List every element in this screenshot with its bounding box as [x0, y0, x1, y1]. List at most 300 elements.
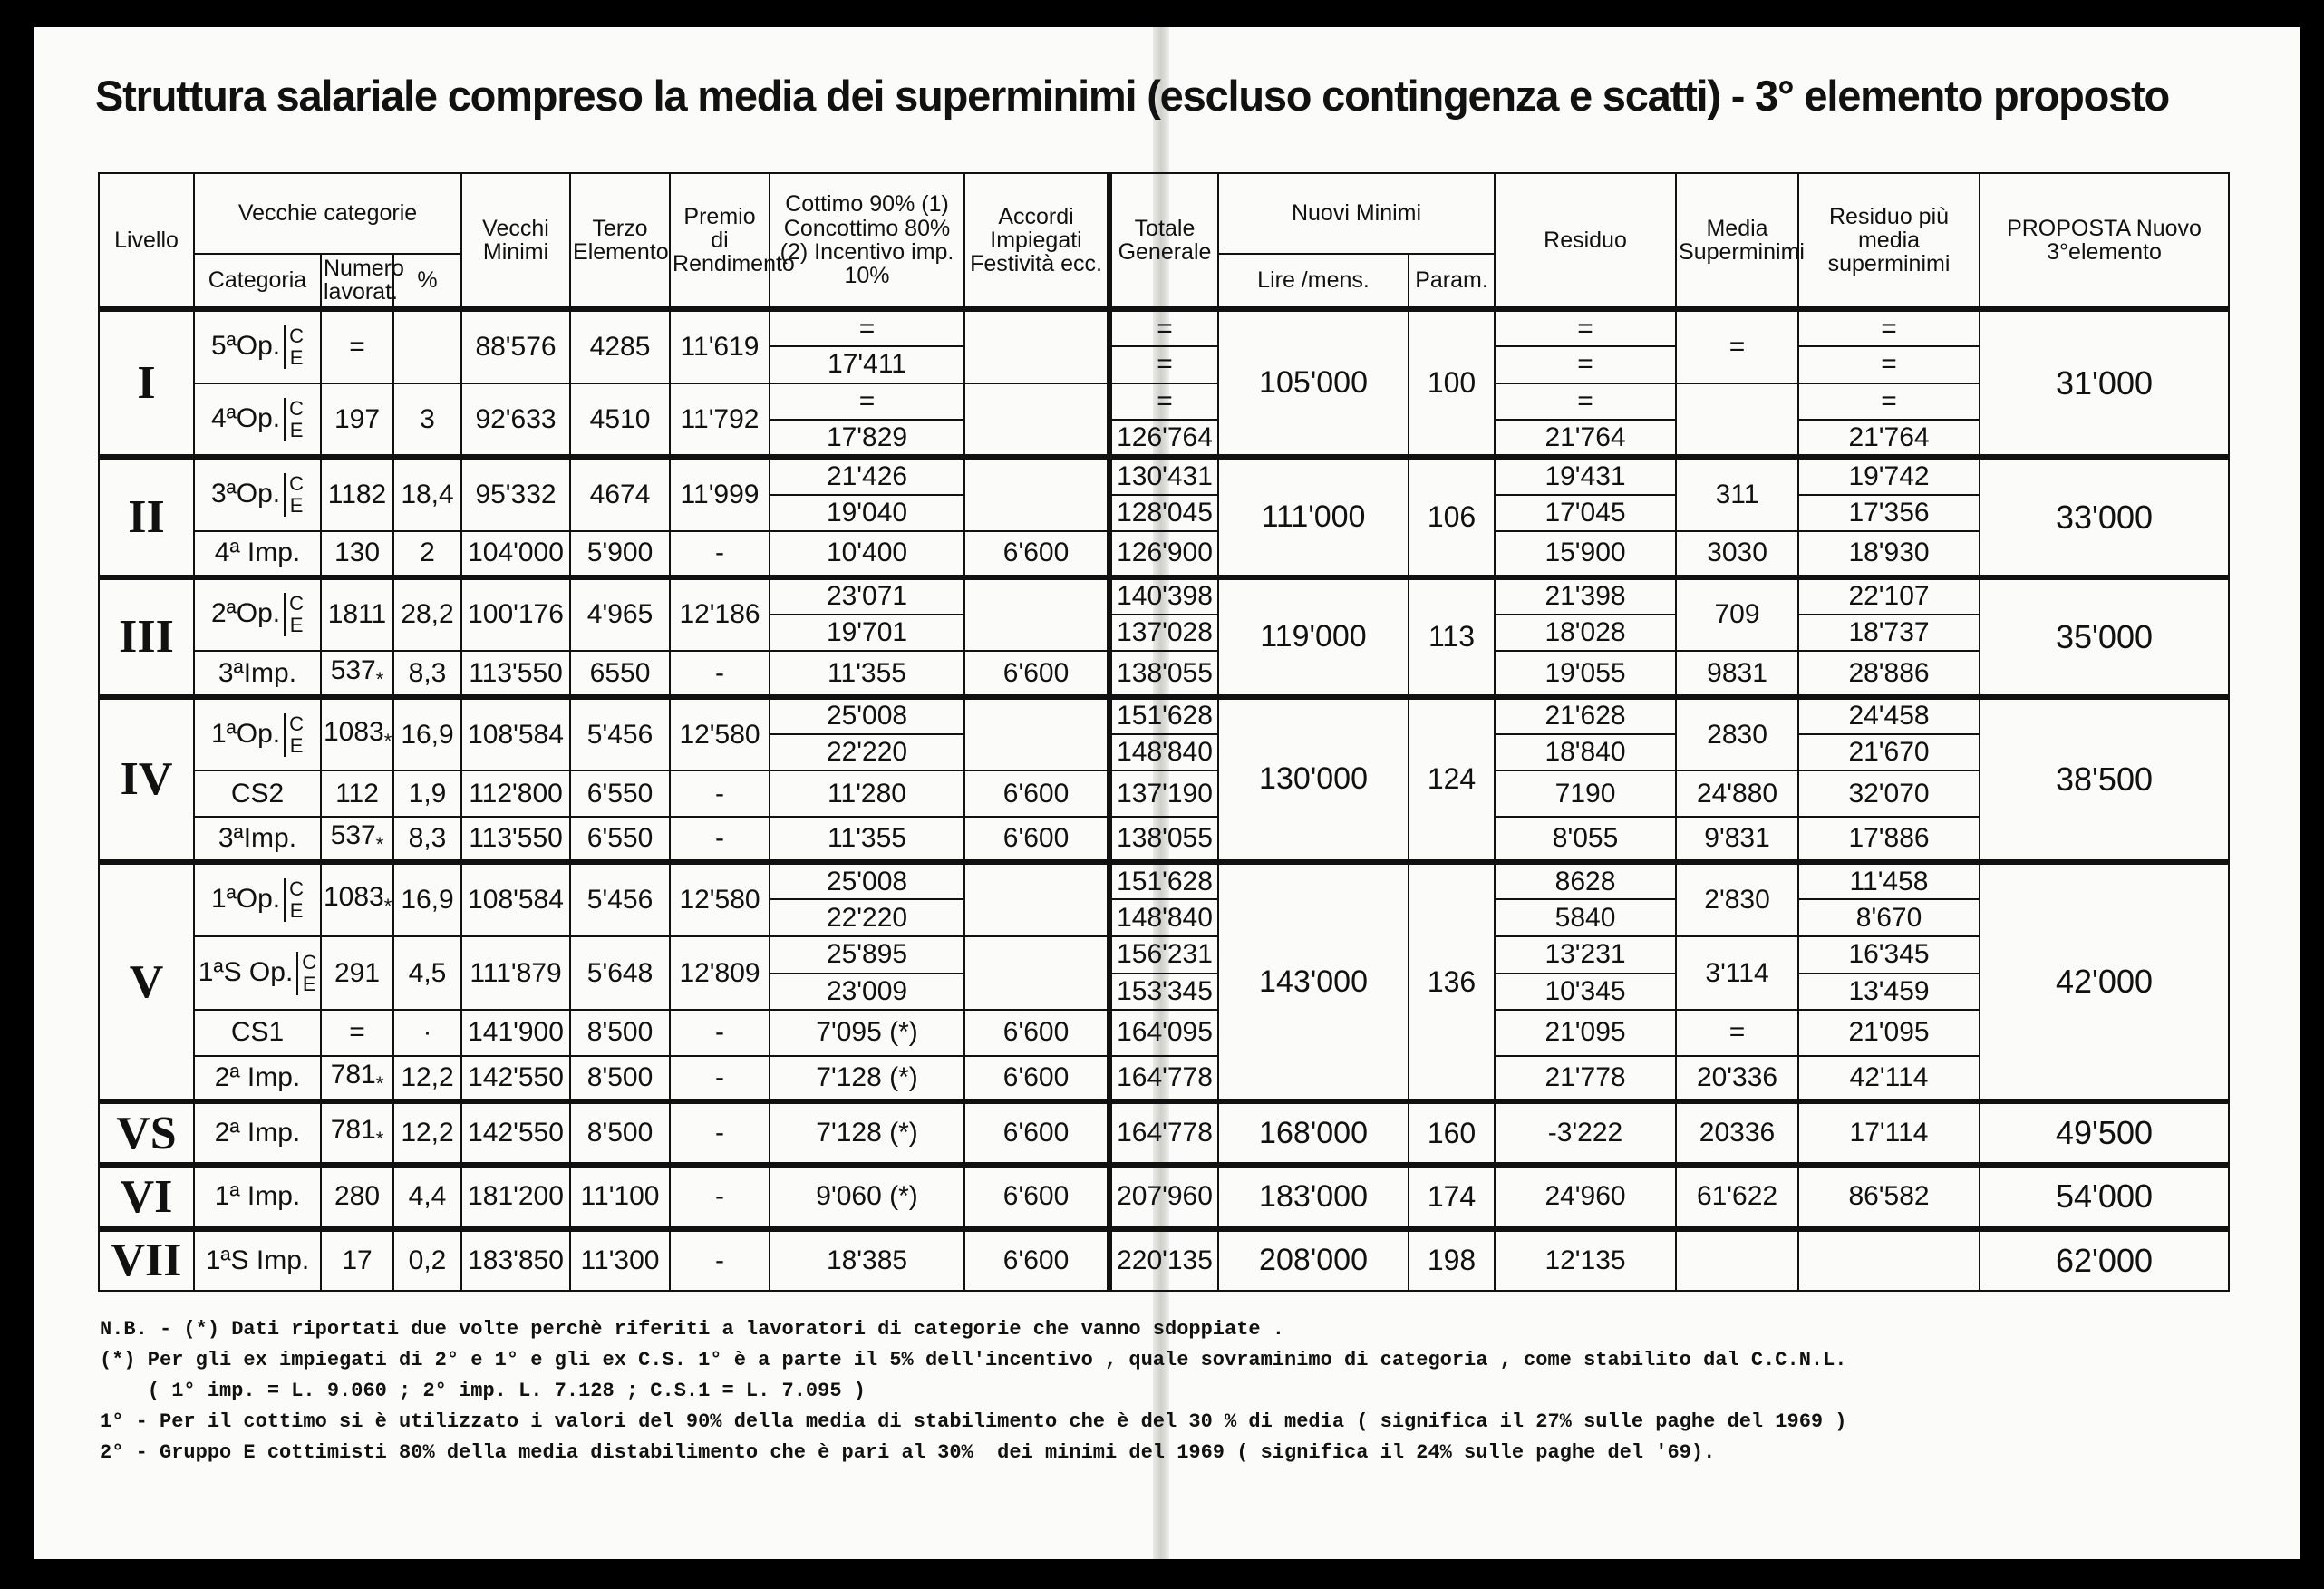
totale-cell: 126'900 — [1109, 531, 1218, 576]
category-cell — [194, 1056, 321, 1101]
ce-e: E — [289, 733, 304, 757]
accordi-cell — [964, 383, 1109, 458]
param-cell: 124 — [1409, 697, 1495, 862]
media-cell: 9'831 — [1676, 817, 1798, 862]
terzo-elemento-cell: 5'900 — [570, 531, 670, 576]
media-cell: 61'622 — [1676, 1165, 1798, 1228]
vecchi-minimi-cell: 141'900 — [461, 1010, 570, 1055]
residuo-cell: 21'398 — [1495, 577, 1676, 615]
category-cell — [194, 862, 321, 936]
category-label: CS1 — [230, 1017, 285, 1048]
totale-cell: 138'055 — [1109, 817, 1218, 862]
totale-cell: 164'095 — [1109, 1010, 1218, 1055]
totale-cell: 128'045 — [1109, 495, 1218, 532]
note-2: 2° - Gruppo E cottimisti 80% della media distabilimento che è pari al 30% dei minimi del 1969 ( significa il 24% sulle paghe del '69). — [100, 1441, 1716, 1464]
terzo-elemento-cell: 6550 — [570, 651, 670, 696]
category-label: 3ªImp. — [218, 822, 297, 853]
terzo-elemento-cell: 5'456 — [570, 697, 670, 771]
accordi-cell: 6'600 — [964, 1056, 1109, 1101]
salary-table — [98, 172, 2230, 1292]
residuo-piu-cell: 24'458 — [1798, 697, 1980, 734]
residuo-cell: = — [1495, 346, 1676, 383]
ce-marker — [296, 952, 316, 995]
num-lavoratori — [321, 1010, 393, 1055]
num-value: 781 — [330, 1059, 376, 1090]
residuo-piu-cell: 17'114 — [1798, 1101, 1980, 1165]
cottimo-cell: 11'355 — [770, 817, 964, 862]
param-cell: 113 — [1409, 577, 1495, 697]
header-premio: Premio di Rendimento — [670, 173, 770, 309]
header-lire: Lire /mens. — [1218, 254, 1409, 309]
cottimo-cell: 7'128 (*) — [770, 1056, 964, 1101]
category-cell — [194, 1229, 321, 1291]
media-cell — [1676, 1229, 1798, 1291]
cottimo-cell: 25'895 — [770, 936, 964, 974]
ce-marker — [284, 325, 304, 369]
residuo-cell: 21'628 — [1495, 697, 1676, 734]
category-label: 3ªImp. — [218, 657, 297, 688]
header-livello: Livello — [99, 173, 194, 309]
level-roman-5: VS — [99, 1101, 194, 1165]
residuo-cell: 13'231 — [1495, 936, 1676, 974]
residuo-piu-cell: 21'095 — [1798, 1010, 1980, 1055]
category-cell — [194, 936, 321, 1010]
proposta-cell: 62'000 — [1980, 1229, 2229, 1291]
perc-cell: 1,9 — [393, 770, 461, 816]
totale-cell: 156'231 — [1109, 936, 1218, 974]
cottimo-cell: 11'280 — [770, 770, 964, 816]
ce-e: E — [289, 418, 304, 441]
category-label: 1ª Imp. — [214, 1181, 301, 1212]
num-value: 112 — [335, 778, 379, 809]
header-terzo-elemento: Terzo Elemento — [570, 173, 670, 309]
vecchi-minimi-cell: 108'584 — [461, 697, 570, 771]
totale-cell: 164'778 — [1109, 1101, 1218, 1165]
residuo-cell: 12'135 — [1495, 1229, 1676, 1291]
ce-e: E — [302, 972, 316, 995]
accordi-cell — [964, 309, 1109, 383]
num-lavoratori — [321, 936, 393, 1010]
residuo-piu-cell: 19'742 — [1798, 457, 1980, 494]
vecchi-minimi-cell: 95'332 — [461, 457, 570, 531]
num-lavoratori — [321, 383, 393, 458]
star-mark: * — [375, 667, 384, 691]
nuovi-minimi-lire: 130'000 — [1218, 697, 1409, 862]
num-lavoratori — [321, 1056, 393, 1101]
nuovi-minimi-lire: 111'000 — [1218, 457, 1409, 576]
nuovi-minimi-lire: 168'000 — [1218, 1101, 1409, 1165]
star-mark: * — [375, 1128, 384, 1151]
nuovi-minimi-lire: 208'000 — [1218, 1229, 1409, 1291]
residuo-piu-cell — [1798, 1229, 1980, 1291]
num-lavoratori — [321, 1101, 393, 1165]
totale-cell: 137'190 — [1109, 770, 1218, 816]
totale-cell: 220'135 — [1109, 1229, 1218, 1291]
terzo-elemento-cell: 8'500 — [570, 1101, 670, 1165]
residuo-cell: 8'055 — [1495, 817, 1676, 862]
param-cell: 136 — [1409, 862, 1495, 1101]
category-cell — [194, 651, 321, 696]
totale-cell: 137'028 — [1109, 615, 1218, 652]
media-cell: 20336 — [1676, 1101, 1798, 1165]
residuo-cell: = — [1495, 383, 1676, 421]
premio-cell: 12'186 — [670, 577, 770, 652]
perc-cell: 4,5 — [393, 936, 461, 1010]
proposta-cell: 49'500 — [1980, 1101, 2229, 1165]
media-cell: 3030 — [1676, 531, 1798, 576]
ce-marker — [284, 878, 304, 922]
header-vecchi-minimi: Vecchi Minimi — [461, 173, 570, 309]
num-value: 537 — [330, 819, 376, 850]
proposta-cell: 54'000 — [1980, 1165, 2229, 1228]
note-1: 1° - Per il cottimo si è utilizzato i valori del 90% della media di stabilimento che è del 30 % di media ( significa il 27% sulle paghe del 1969 ) — [100, 1410, 1847, 1433]
premio-cell: - — [670, 817, 770, 862]
level-roman-6: VI — [99, 1165, 194, 1228]
header-nuovi-minimi: Nuovi Minimi — [1218, 173, 1495, 254]
residuo-piu-cell: 13'459 — [1798, 974, 1980, 1011]
residuo-cell: 19'431 — [1495, 457, 1676, 494]
accordi-cell — [964, 936, 1109, 1010]
media-cell: 3'114 — [1676, 936, 1798, 1010]
media-cell: 311 — [1676, 457, 1798, 531]
ce-e: E — [289, 899, 304, 923]
perc-cell: 16,9 — [393, 697, 461, 771]
category-cell — [194, 457, 321, 531]
proposta-cell: 38'500 — [1980, 697, 2229, 862]
terzo-elemento-cell: 4510 — [570, 383, 670, 458]
perc-cell: 18,4 — [393, 457, 461, 531]
accordi-cell: 6'600 — [964, 1010, 1109, 1055]
cottimo-cell: 21'426 — [770, 457, 964, 494]
category-label: 2ªOp. — [210, 598, 281, 629]
terzo-elemento-cell: 8'500 — [570, 1056, 670, 1101]
totale-cell: 207'960 — [1109, 1165, 1218, 1228]
num-value: 197 — [334, 403, 381, 434]
residuo-piu-cell: 42'114 — [1798, 1056, 1980, 1101]
category-label: 1ªOp. — [210, 883, 281, 914]
header-cottimo: Cottimo 90% (1) Concottimo 80% (2) Incentivo imp. 10% — [770, 173, 964, 309]
category-label: 1ªOp. — [210, 718, 281, 749]
category-label: 5ªOp. — [210, 330, 281, 361]
category-label: 2ª Imp. — [214, 1118, 301, 1148]
media-cell: = — [1676, 309, 1798, 383]
accordi-cell — [964, 457, 1109, 531]
num-value: 1811 — [327, 599, 387, 630]
category-label: 1ªS Imp. — [205, 1245, 310, 1275]
residuo-cell: 17'045 — [1495, 495, 1676, 532]
premio-cell: - — [670, 1010, 770, 1055]
totale-cell: = — [1109, 309, 1218, 346]
vecchi-minimi-cell: 181'200 — [461, 1165, 570, 1228]
cottimo-cell: 19'701 — [770, 615, 964, 652]
num-lavoratori — [321, 651, 393, 696]
media-cell: = — [1676, 1010, 1798, 1055]
residuo-piu-cell: 16'345 — [1798, 936, 1980, 974]
star-mark: * — [375, 1071, 384, 1095]
level-roman-3: IV — [99, 697, 194, 862]
cottimo-cell: 22'220 — [770, 734, 964, 771]
residuo-cell: 21'764 — [1495, 420, 1676, 457]
header-totale: Totale Generale — [1109, 173, 1218, 309]
accordi-cell — [964, 862, 1109, 936]
note-values: ( 1° imp. = L. 9.060 ; 2° imp. L. 7.128 ; C.S.1 = L. 7.095 ) — [100, 1380, 866, 1402]
proposta-cell: 31'000 — [1980, 309, 2229, 458]
vecchi-minimi-cell: 183'850 — [461, 1229, 570, 1291]
residuo-cell: 5840 — [1495, 899, 1676, 936]
note-asterisk: (*) Per gli ex impiegati di 2° e 1° e gli ex C.S. 1° è a parte il 5% dell'incentivo , quale sovraminimo di categoria , come stabilito dal C.C.N.L. — [100, 1349, 1847, 1371]
cottimo-cell: 7'095 (*) — [770, 1010, 964, 1055]
residuo-piu-cell: = — [1798, 309, 1980, 346]
premio-cell: - — [670, 651, 770, 696]
ce-e: E — [289, 614, 304, 637]
num-lavoratori — [321, 817, 393, 862]
ce-c: C — [302, 950, 317, 974]
header-numero: Numero lavorat. — [321, 254, 393, 309]
category-cell — [194, 531, 321, 576]
totale-cell: 151'628 — [1109, 862, 1218, 899]
residuo-piu-cell: = — [1798, 383, 1980, 421]
premio-cell: 11'792 — [670, 383, 770, 458]
num-lavoratori — [321, 862, 393, 936]
premio-cell: 12'809 — [670, 936, 770, 1010]
footnotes — [100, 1314, 2184, 1468]
proposta-cell: 33'000 — [1980, 457, 2229, 576]
ce-marker — [284, 713, 304, 757]
num-lavoratori — [321, 770, 393, 816]
num-value: 781 — [330, 1115, 376, 1146]
header-residuo-piu: Residuo più media superminimi — [1798, 173, 1980, 309]
proposta-cell: 42'000 — [1980, 862, 2229, 1101]
level-roman-4: V — [99, 862, 194, 1101]
page-title: Struttura salariale compreso la media dei superminimi (escluso contingenza e scatti) - 3° elemento proposto — [95, 72, 2170, 120]
perc-cell: 0,2 — [393, 1229, 461, 1291]
cottimo-cell: 7'128 (*) — [770, 1101, 964, 1165]
residuo-cell: 19'055 — [1495, 651, 1676, 696]
vecchi-minimi-cell: 112'800 — [461, 770, 570, 816]
totale-cell: 164'778 — [1109, 1056, 1218, 1101]
cottimo-cell: 11'355 — [770, 651, 964, 696]
terzo-elemento-cell: 5'648 — [570, 936, 670, 1010]
media-cell: 2830 — [1676, 697, 1798, 771]
totale-cell: = — [1109, 383, 1218, 421]
level-roman-2: III — [99, 577, 194, 697]
vecchi-minimi-cell: 104'000 — [461, 531, 570, 576]
terzo-elemento-cell: 4285 — [570, 309, 670, 383]
residuo-cell: -3'222 — [1495, 1101, 1676, 1165]
accordi-cell — [964, 577, 1109, 652]
num-lavoratori — [321, 1229, 393, 1291]
premio-cell: - — [670, 531, 770, 576]
cottimo-cell: 25'008 — [770, 862, 964, 899]
nuovi-minimi-lire: 119'000 — [1218, 577, 1409, 697]
category-label: 4ªOp. — [210, 402, 281, 433]
category-cell — [194, 817, 321, 862]
totale-cell: = — [1109, 346, 1218, 383]
vecchi-minimi-cell: 142'550 — [461, 1056, 570, 1101]
category-label: 2ª Imp. — [214, 1061, 301, 1092]
star-mark: * — [375, 832, 384, 856]
residuo-piu-cell: 28'886 — [1798, 651, 1980, 696]
num-value: 130 — [334, 538, 381, 568]
residuo-cell: 8628 — [1495, 862, 1676, 899]
vecchi-minimi-cell: 108'584 — [461, 862, 570, 936]
residuo-piu-cell: 21'764 — [1798, 420, 1980, 457]
residuo-piu-cell: 17'886 — [1798, 817, 1980, 862]
category-label: 1ªS Op. — [198, 956, 294, 987]
ce-e: E — [289, 494, 304, 518]
accordi-cell: 6'600 — [964, 817, 1109, 862]
num-value: = — [349, 331, 365, 362]
ce-e: E — [289, 345, 304, 369]
cottimo-cell: 9'060 (*) — [770, 1165, 964, 1228]
terzo-elemento-cell: 4674 — [570, 457, 670, 531]
header-perc: % — [393, 254, 461, 309]
terzo-elemento-cell: 11'300 — [570, 1229, 670, 1291]
terzo-elemento-cell: 6'550 — [570, 817, 670, 862]
residuo-piu-cell: 32'070 — [1798, 770, 1980, 816]
nuovi-minimi-lire: 143'000 — [1218, 862, 1409, 1101]
residuo-piu-cell: 11'458 — [1798, 862, 1980, 899]
residuo-piu-cell: 86'582 — [1798, 1165, 1980, 1228]
cottimo-cell: 25'008 — [770, 697, 964, 734]
vecchi-minimi-cell: 111'879 — [461, 936, 570, 1010]
ce-c: C — [289, 877, 305, 901]
premio-cell: - — [670, 1101, 770, 1165]
nuovi-minimi-lire: 105'000 — [1218, 309, 1409, 458]
param-cell: 198 — [1409, 1229, 1495, 1291]
nuovi-minimi-lire: 183'000 — [1218, 1165, 1409, 1228]
ce-marker — [284, 593, 304, 636]
accordi-cell — [964, 697, 1109, 771]
num-value: 1083 — [324, 716, 384, 747]
totale-cell: 140'398 — [1109, 577, 1218, 615]
note-nb: N.B. - (*) Dati riportati due volte perchè riferiti a lavoratori di categorie che vanno sdoppiate . — [100, 1318, 1285, 1341]
vecchi-minimi-cell: 88'576 — [461, 309, 570, 383]
num-lavoratori — [321, 577, 393, 652]
category-cell — [194, 1010, 321, 1055]
header-proposta: PROPOSTA Nuovo 3°elemento — [1980, 173, 2229, 309]
residuo-cell: 18'028 — [1495, 615, 1676, 652]
perc-cell: 4,4 — [393, 1165, 461, 1228]
perc-cell: 16,9 — [393, 862, 461, 936]
accordi-cell: 6'600 — [964, 1165, 1109, 1228]
vecchi-minimi-cell: 113'550 — [461, 817, 570, 862]
perc-cell: 3 — [393, 383, 461, 458]
num-lavoratori — [321, 457, 393, 531]
accordi-cell: 6'600 — [964, 531, 1109, 576]
star-mark: * — [383, 895, 392, 918]
ce-c: C — [289, 712, 305, 735]
level-roman-0: I — [99, 309, 194, 458]
num-lavoratori — [321, 309, 393, 383]
cottimo-cell: 18'385 — [770, 1229, 964, 1291]
premio-cell: - — [670, 770, 770, 816]
header-residuo: Residuo — [1495, 173, 1676, 309]
residuo-piu-cell: 17'356 — [1798, 495, 1980, 532]
media-cell: 24'880 — [1676, 770, 1798, 816]
terzo-elemento-cell: 5'456 — [570, 862, 670, 936]
media-cell: 709 — [1676, 577, 1798, 652]
param-cell: 106 — [1409, 457, 1495, 576]
residuo-cell: 15'900 — [1495, 531, 1676, 576]
perc-cell: 8,3 — [393, 651, 461, 696]
num-value: 1083 — [324, 882, 384, 913]
media-cell: 2'830 — [1676, 862, 1798, 936]
perc-cell: · — [393, 1010, 461, 1055]
terzo-elemento-cell: 11'100 — [570, 1165, 670, 1228]
accordi-cell: 6'600 — [964, 1229, 1109, 1291]
media-cell — [1676, 383, 1798, 458]
premio-cell: 11'999 — [670, 457, 770, 531]
residuo-cell: = — [1495, 309, 1676, 346]
residuo-piu-cell: 21'670 — [1798, 734, 1980, 771]
vecchi-minimi-cell: 113'550 — [461, 651, 570, 696]
cottimo-cell: 19'040 — [770, 495, 964, 532]
residuo-piu-cell: = — [1798, 346, 1980, 383]
num-value: 291 — [334, 957, 381, 988]
ce-c: C — [289, 592, 305, 615]
residuo-piu-cell: 18'737 — [1798, 615, 1980, 652]
num-lavoratori — [321, 531, 393, 576]
perc-cell: 2 — [393, 531, 461, 576]
cottimo-cell: 22'220 — [770, 899, 964, 936]
premio-cell: 11'619 — [670, 309, 770, 383]
residuo-piu-cell: 8'670 — [1798, 899, 1980, 936]
perc-cell: 12,2 — [393, 1101, 461, 1165]
perc-cell: 8,3 — [393, 817, 461, 862]
param-cell: 100 — [1409, 309, 1495, 458]
category-cell — [194, 770, 321, 816]
perc-cell: 28,2 — [393, 577, 461, 652]
param-cell: 160 — [1409, 1101, 1495, 1165]
vecchi-minimi-cell: 142'550 — [461, 1101, 570, 1165]
ce-marker — [284, 473, 304, 517]
cottimo-cell: 23'071 — [770, 577, 964, 615]
ce-c: C — [289, 324, 305, 347]
cottimo-cell: = — [770, 383, 964, 421]
totale-cell: 148'840 — [1109, 899, 1218, 936]
category-cell — [194, 1101, 321, 1165]
level-roman-7: VII — [99, 1229, 194, 1291]
cottimo-cell: = — [770, 309, 964, 346]
category-cell — [194, 697, 321, 771]
num-lavoratori — [321, 1165, 393, 1228]
num-value: 17 — [342, 1245, 373, 1275]
media-cell: 20'336 — [1676, 1056, 1798, 1101]
totale-cell: 130'431 — [1109, 457, 1218, 494]
totale-cell: 148'840 — [1109, 734, 1218, 771]
category-cell — [194, 383, 321, 458]
perc-cell — [393, 309, 461, 383]
ce-c: C — [289, 396, 305, 420]
category-cell — [194, 309, 321, 383]
num-value: 537 — [330, 654, 376, 685]
totale-cell: 151'628 — [1109, 697, 1218, 734]
vecchi-minimi-cell: 100'176 — [461, 577, 570, 652]
accordi-cell: 6'600 — [964, 770, 1109, 816]
star-mark: * — [383, 729, 392, 752]
residuo-cell: 10'345 — [1495, 974, 1676, 1011]
premio-cell: 12'580 — [670, 697, 770, 771]
residuo-piu-cell: 18'930 — [1798, 531, 1980, 576]
param-cell: 174 — [1409, 1165, 1495, 1228]
premio-cell: - — [670, 1056, 770, 1101]
residuo-cell: 18'840 — [1495, 734, 1676, 771]
ce-c: C — [289, 472, 305, 496]
residuo-cell: 21'095 — [1495, 1010, 1676, 1055]
totale-cell: 138'055 — [1109, 651, 1218, 696]
accordi-cell: 6'600 — [964, 1101, 1109, 1165]
